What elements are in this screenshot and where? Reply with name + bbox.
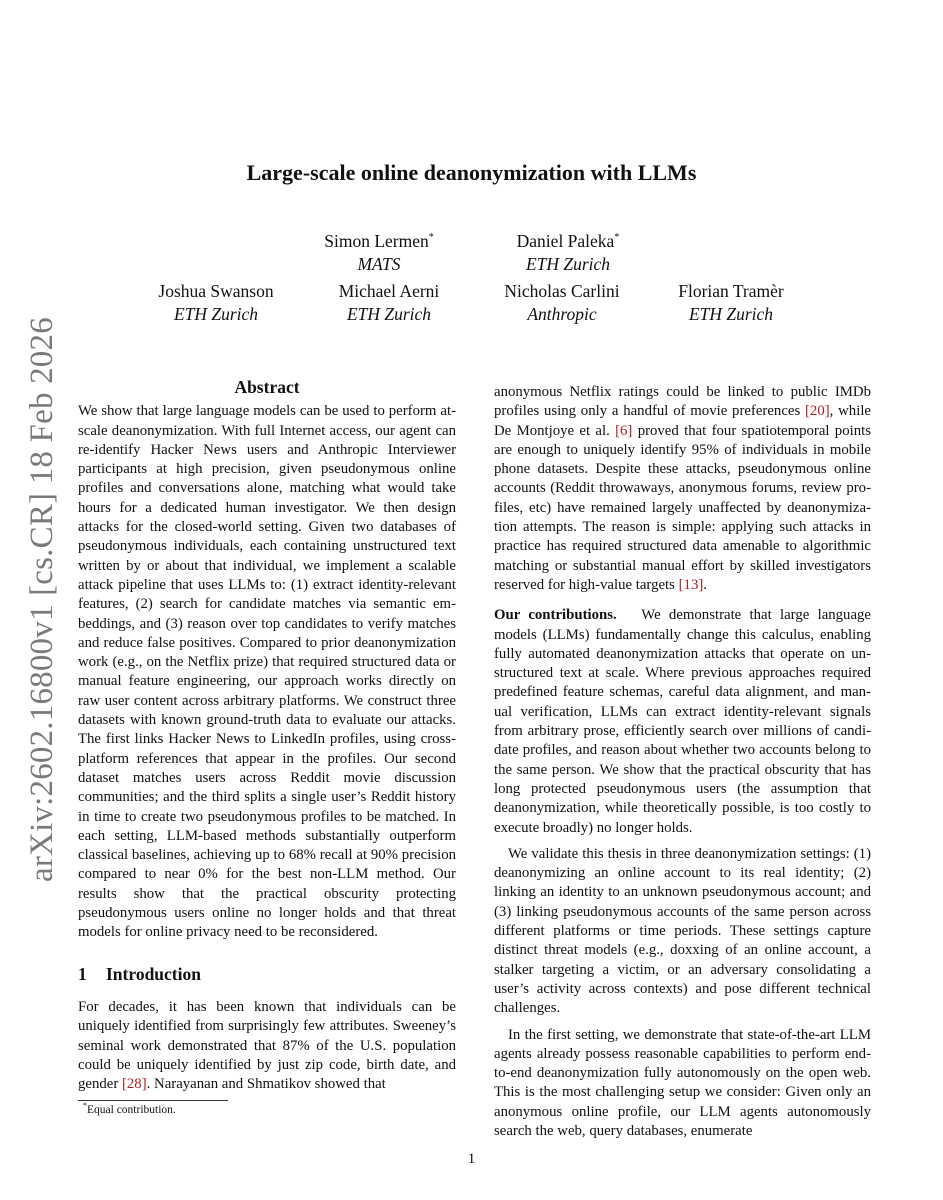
citation-link[interactable]: [28]	[121, 1076, 147, 1093]
citation-link[interactable]: [20]	[805, 403, 830, 420]
author-block	[481, 280, 643, 326]
author-name: Nicholas Carlini	[504, 281, 620, 301]
contributions-paragraph: Our contributions. We demonstrate that large language models (LLMs) fundamentally change this calculus, enabling fully automated deanonymization attacks that operate on unstructured text at scale. Where previous approaches required predefined feature schemas, careful data alignment, and manual verification, LLMs can extract identity-relevant signals from arbitrary prose, efficiently search over millions of candidate profiles, and reason about whether two accounts belong to the same person. We show that the practical obscurity that has long protected pseudonymous users (the assumption that deanonymization, while theoretically possible, is too costly to execute broadly) no longer holds.	[494, 607, 871, 836]
author-affiliation: MATS	[357, 254, 401, 274]
author-affiliation: ETH Zurich	[173, 304, 259, 324]
citation-link[interactable]: [6]	[615, 422, 633, 439]
author-affiliation: ETH Zurich	[688, 304, 774, 324]
paper-title: Large-scale online deanonymization with LLMs	[246, 160, 697, 185]
section-heading	[78, 965, 456, 984]
author-name: Joshua Swanson	[158, 281, 274, 301]
author-affiliation: Anthropic	[527, 304, 597, 324]
author-name: Simon Lermen*	[324, 231, 434, 251]
page-number: 1	[467, 1151, 476, 1167]
contributions-heading: Our contributions.	[494, 607, 617, 624]
author-affiliation: ETH Zurich	[525, 254, 611, 274]
abstract-text: We show that large language models can be used to perform at-scale deanonymization. With full Internet access, our agent can re-identify Hacker News users and Anthropic Interviewer participants at high precision, given pseudonymous online profiles and conversations alone, matching what would take hours for a dedicated human investigator. We then design attacks for the closed-world setting. Given two databases of pseudonymous individuals, each containing unstructured text written by or about that individual, we implement a scalable attack pipeline that uses LLMs to: (1) extract identity-relevant features, (2) search for candidate matches via semantic embeddings, and (3) reason over top candidates to verify matches and reduce false positives. Compared to prior deanonymization work (e.g., on the Netflix prize) that required structured data or manual feature engineering, our approach works directly on raw user content across arbitrary platforms. We construct three datasets with known ground-truth data to evaluate our attacks. The first links Hacker News to LinkedIn profiles, using cross-platform references that appear in the profiles. Our second dataset matches users across Reddit movie discussion communities; and the third splits a single user’s Reddit history in time to create two pseudonymous profiles to be matched. In each setting, LLM-based methods substantially outperform classical baselines, achieving up to 68% recall at 90% precision compared to near 0% for the best non-LLM method. Our results show that the practical obscurity protecting pseudonymous users online no longer holds and that threat models for online privacy need to be reconsidered.	[78, 403, 456, 941]
author-block	[308, 280, 470, 326]
author-block	[487, 230, 649, 276]
author-block	[135, 280, 297, 326]
author-block	[650, 280, 812, 326]
intro-paragraph: For decades, it has been known that individuals can be uniquely identified from surprisingly few attributes. Sweeney’s seminal work demonstrated that 87% of the U.S. population could be uniquely identified by just zip code, birth date, and gender [28]. Narayanan and Shmatikov showed that	[78, 998, 456, 1093]
footnote-rule	[78, 1100, 228, 1101]
paragraph: We validate this thesis in three deanonymization settings: (1) deanonymizing an online account to its real identity; (2) linking an identity to an unknown pseudonymous account; and (3) linking pseudonymous accounts of the same person across different platforms or time periods. These settings capture distinct threat models (e.g., doxxing of an online account, a stalker targeting a victim, or an adversary consolidating a user’s activity across contexts) and pose different technical challenges.	[494, 845, 871, 1017]
footnote: *Equal contribution.	[83, 1101, 176, 1116]
left-column	[78, 378, 456, 1094]
citation-link[interactable]: [13]	[678, 576, 704, 593]
right-column	[494, 383, 871, 1141]
paragraph: In the first setting, we demonstrate that state-of-the-art LLM agents already possess reasonable capabilities to perform end-to-end deanonymization fully autonomously on the open web. This is the most challenging setup we consider: Given only an anonymous online profile, our LLM agents autonomously search the web, query databases, enumerate	[494, 1026, 871, 1139]
abstract-heading: Abstract	[234, 377, 300, 397]
author-name: Florian Tramèr	[678, 281, 784, 301]
author-affiliation: ETH Zurich	[346, 304, 432, 324]
paragraph: anonymous Netflix ratings could be linked to public IMDb profiles using only a handful of movie preferences [20], while De Montjoye et al. [6] proved that four spatiotemporal points are enough to uniquely identify 95% of individuals in mobile phone datasets. Despite these attacks, pseudonymous online accounts (Reddit throwaways, anonymous forums, review profiles, etc) have remained largely unaffected by deanonymization attempts. The reason is simple: applying such attacks in practice has required structured data amenable to algorithmic matching or substantial manual effort by skilled investigators reserved for high-value targets [13].	[494, 384, 871, 593]
section-title: Introduction	[106, 963, 201, 984]
arxiv-identifier: arXiv:2602.16800v1 [cs.CR] 18 Feb 2026	[24, 317, 60, 882]
author-name: Daniel Paleka*	[516, 231, 620, 251]
section-number: 1	[78, 963, 87, 984]
author-block	[298, 230, 460, 276]
author-name: Michael Aerni	[338, 281, 440, 301]
